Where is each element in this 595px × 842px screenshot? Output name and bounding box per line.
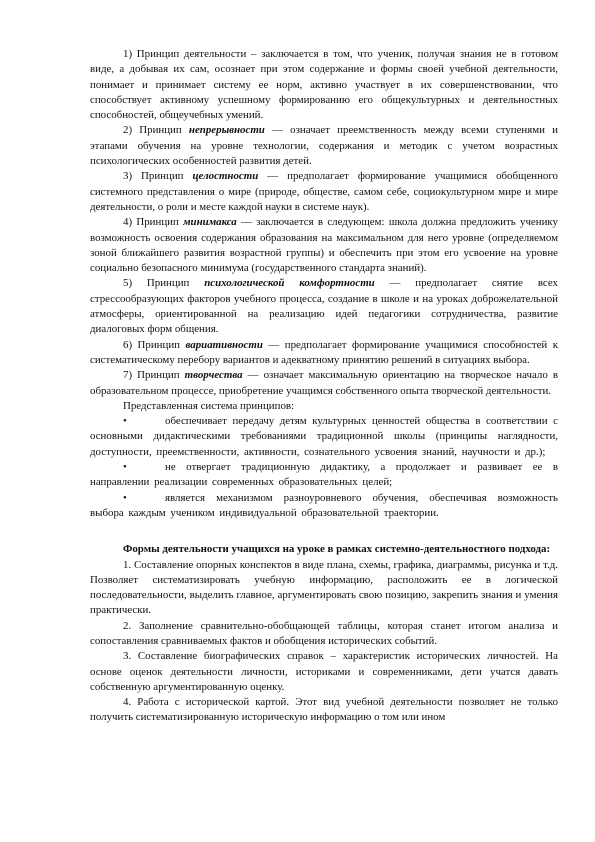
bullet-item-1 [90,414,558,460]
principle-2-rest: — означает преемственность между всеми ступенями и этапами обучения на уровне технологии, содержания и методик с учетом возрастных психологических особенностей развития детей. [90,124,558,168]
bullet-item-3-text: является механизмом разноуровневого обучения, обеспечивая возможность выбора каждым учеником индивидуальной образовательной траектории. [90,491,558,519]
principle-5 [90,276,558,337]
form-item-1: 1. Составление опорных конспектов в виде плана, схемы, графика, диаграммы, рисунка и т.д. Позволяет систематизировать учебную информацию, расположить ее в логической последовательности, выделить главное, аргументировать свою позицию, закрепить знания и умения практически. [90,558,558,617]
principle-3-term: целостности [192,170,259,183]
principle-4-term: минимакса [183,216,237,229]
principle-3 [90,169,558,215]
bullet-item-3 [90,491,558,522]
bullet-icon: • [123,461,127,474]
principle-2 [90,123,558,169]
principle-3-prefix: 3) Принцип [123,170,193,183]
principle-6 [90,338,558,369]
principles-intro: Представленная система принципов: [123,399,295,412]
principle-1-text: 1) Принцип деятельности – заключается в том, что ученик, получая знания не в готовом виде, а добывая их сам, осознает при этом содержание и формы своей учебной деятельности, понимает и принимает систему ее норм, активно участвует в их совершенствовании, что способствует активному успешному формированию его общекультурных и деятельностных способностей, общеучебных умений. [90,48,558,122]
principle-5-rest: — предполагает снятие всех стрессообразующих факторов учебного процесса, создание в школе и на уроках доброжелательной атмосферы, ориентированной на реализацию идей педагогики сотрудничества, развитие диалоговых форм общения. [90,277,558,336]
bullet-item-2-text: не отвергает традиционную дидактику, а продолжает и развивает ее в направлении реализации современных образовательных целей; [90,461,558,489]
section-heading: Формы деятельности учащихся на уроке в рамках системно-деятельностного подхода: [123,543,551,556]
principle-7 [90,368,558,399]
principle-7-rest: — означает максимальную ориентацию на творческое начало в образовательном процессе, приобретение учащимся собственного опыта творческой деятельности. [90,369,559,397]
principle-4-rest: — заключается в следующем: школа должна предложить ученику возможность освоения содержания образования на максимальном для него уровне (определяемом зоной ближайшего развития возрастной группы) и обеспечить при этом его усвоение на уровне социально безопасного минимума (государственного стандарта знаний). [90,216,558,275]
bullet-item-1-text: обеспечивает передачу детям культурных ценностей общества в соответствии с основными дидактическими требованиями традиционной школы (принципы наглядности, доступности, преемственности, активности, сознательного усвоения знаний, научности и др.); [90,415,558,458]
bullet-icon: • [123,491,127,504]
principle-6-prefix: 6) Принцип [123,338,186,351]
principle-7-prefix: 7) Принцип [123,369,185,382]
form-item-2: 2. Заполнение сравнительно-обобщающей таблицы, которая станет итогом анализа и сопоставления сравниваемых фактов и обобщения исторических событий. [90,619,558,647]
principle-2-prefix: 2) Принцип [123,124,189,137]
bullet-icon: • [123,415,127,428]
principle-7-term: творчества [184,369,243,382]
principle-5-term: психологической комфортности [204,277,375,290]
principle-3-rest: — предполагает формирование учащимися обобщенного системного представления о мире (природе, обществе, самом себе, социокультурном мире и мире деятельности, о роли и месте каждой науки в системе наук). [90,170,559,213]
principle-4 [90,215,558,276]
bullet-item-2 [90,460,558,491]
form-item-3: 3. Составление биографических справок – характеристик исторических личностей. На основе оценок деятельности личности, историками и современниками, дети учатся давать собственную аргументированную оценку. [90,650,558,693]
principle-2-term: непрерывности [188,124,265,137]
form-item-4: 4. Работа с исторической картой. Этот вид учебной деятельности позволяет не только получить систематизированную историческую информацию о том или ином [90,696,558,724]
principle-5-prefix: 5) Принцип [123,277,205,290]
principle-1 [90,47,558,123]
principle-4-prefix: 4) Принцип [123,216,184,229]
principle-6-rest: — предполагает формирование учащимися способностей к систематическому перебору вариантов и адекватному принятию решений в ситуациях выбора. [90,338,559,366]
principle-6-term: вариативности [185,338,263,351]
